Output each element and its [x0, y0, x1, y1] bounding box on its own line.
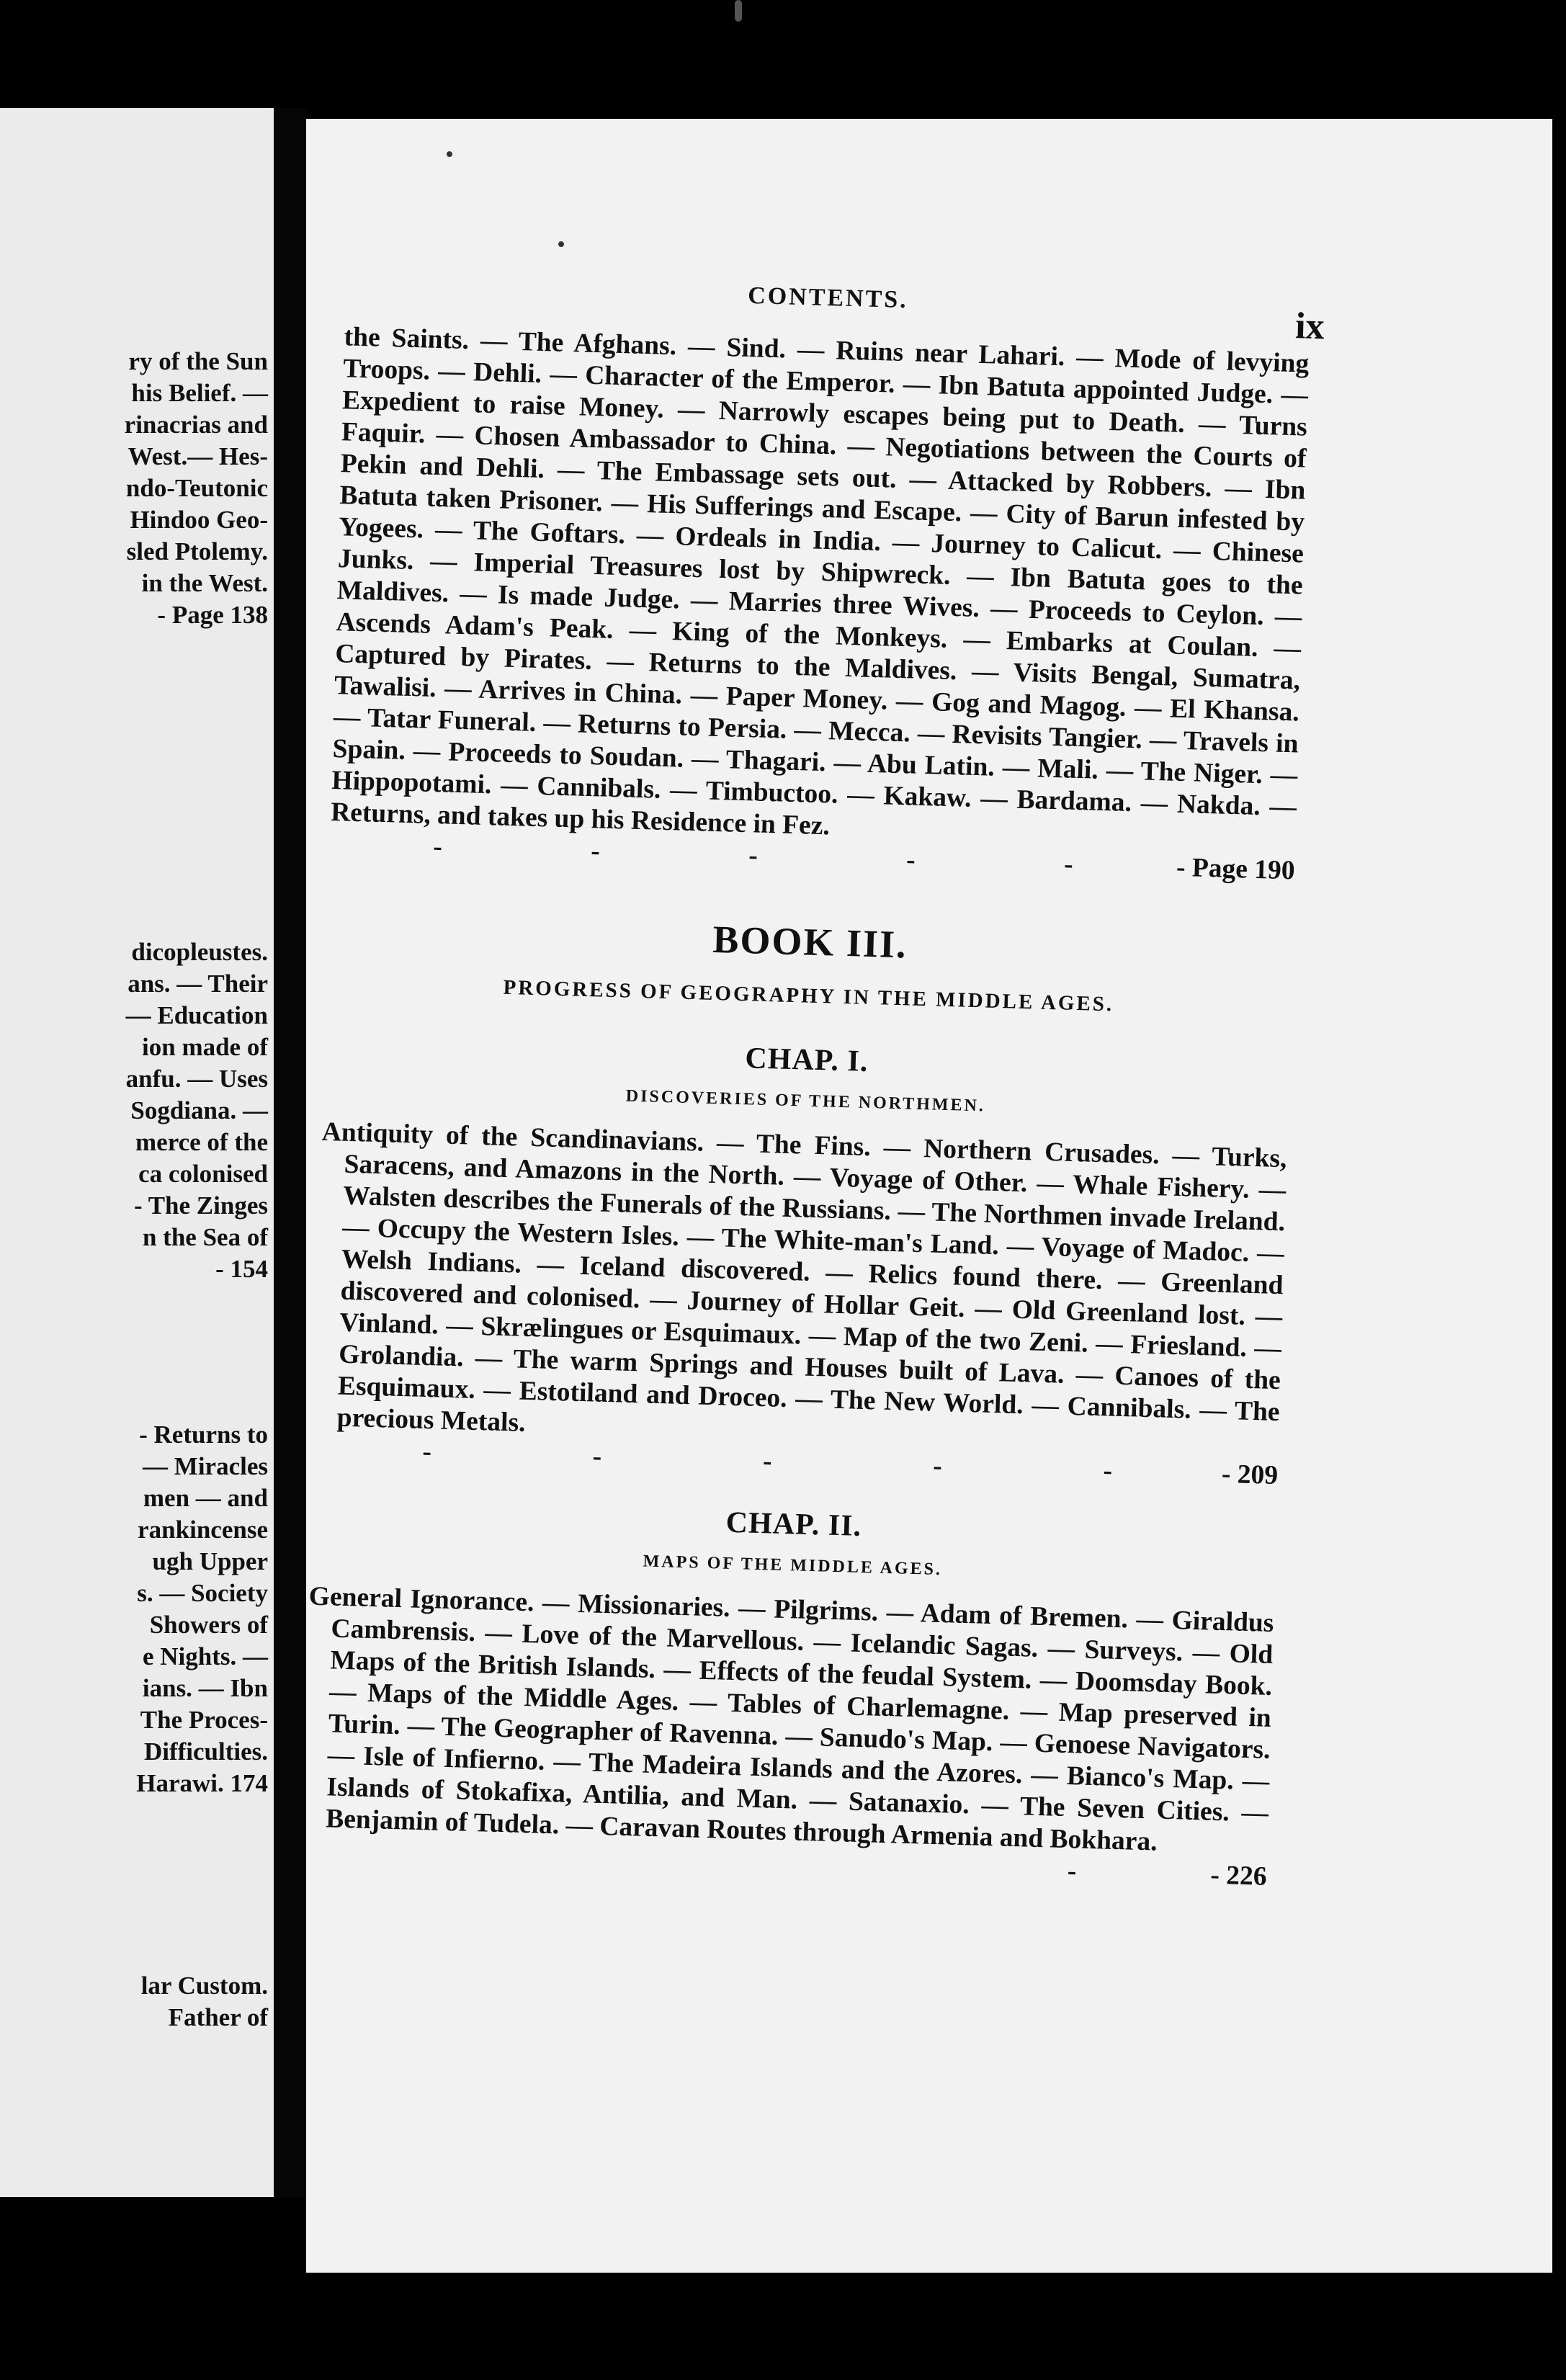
left-line: — Education — [125, 1001, 268, 1029]
left-line: dicopleustes. — [131, 938, 268, 966]
contents-page — [306, 119, 1552, 2273]
left-line: Harawi. 174 — [136, 1769, 268, 1797]
page-reference-text: 226 — [1225, 1861, 1268, 1892]
continued-summary: the Saints. — The Afghans. — Sind. — Ruins near Lahari. — Mode of levying Troops. — Dehli. — Character of the Emperor. — Ibn Batuta appointed Judge. — Expedient to raise Money. — Narrowly escapes being put to Death. — Turns Faquir. — Chosen Ambassador to China. — Negotiations between the Courts of Pekin and Dehli. — The Embassage sets out. — Attacked by Robbers. — Ibn Batuta taken Prisoner. — His Sufferings and Escape. — City of Barun infested by Yogees. — The Goftars. — Ordeals in India. — Journey to Calicut. — Chinese Junks. — Imperial Treasures lost by Shipwreck. — Ibn Batuta goes to the Maldives. — Is made Judge. — Marries three Wives. — Proceeds to Ceylon. — Ascends Adam's Peak. — King of the Monkeys. — Embarks at Coulan. — Captured by Pirates. — Returns to the Maldives. — Visits Bengal, Sumatra, Tawalisi. — Arrives in China. — Paper Money. — Gog and Magog. — El Khansa. — Tatar Funeral. — Returns to Persia. — Mecca. — Revisits Tangier. — Travels in Spain. — Proceeds to Soudan. — Thagari. — Abu Latin. — Mali. — The Niger. — Hippopotami. — Cannibals. — Timbuctoo. — Kakaw. — Bardama. — Nakda. — Returns, and takes up his Residence in Fez. — [330, 322, 1310, 841]
left-line: Difficulties. — [143, 1737, 268, 1766]
page-number: ix — [1294, 305, 1325, 348]
left-line: ry of the Sun — [128, 347, 268, 375]
left-page-block-4 — [0, 1970, 268, 2034]
left-line: West.— Hes- — [127, 442, 268, 470]
left-line: his Belief. — — [131, 379, 268, 407]
page-reference: - 226 — [1209, 1860, 1268, 1892]
chapter-subtitle: DISCOVERIES OF THE NORTHMEN. — [625, 1086, 986, 1116]
page-reference-text: 209 — [1237, 1459, 1279, 1491]
book-subtitle: PROGRESS OF GEOGRAPHY IN THE MIDDLE AGES. — [503, 975, 1114, 1016]
chapter-subtitle: MAPS OF THE MIDDLE AGES. — [643, 1552, 943, 1580]
left-line: — Miracles — [143, 1452, 268, 1480]
left-page-block-3 — [0, 1419, 268, 1799]
left-line: rinacrias and — [124, 411, 268, 439]
page-content — [301, 271, 1325, 1893]
left-line: ans. — Their — [127, 970, 268, 998]
book-title: BOOK III. — [712, 917, 908, 967]
chapter-title: CHAP. I. — [744, 1042, 869, 1078]
running-head: CONTENTS. — [747, 282, 909, 314]
left-line: men — and — [143, 1484, 268, 1512]
leader-dots: - - - - - — [432, 831, 1074, 880]
left-line: - The Zinges — [133, 1191, 268, 1220]
leader-dots: - — [1067, 1856, 1077, 1887]
left-line: n the Sea of — [142, 1223, 268, 1251]
left-line: Hindoo Geo- — [130, 506, 268, 534]
left-line: lar Custom. — [140, 1972, 268, 2000]
scan-speck — [558, 241, 564, 247]
left-line: sled Ptolemy. — [126, 537, 268, 565]
left-line: anfu. — Uses — [125, 1065, 268, 1093]
left-line: s. — Society — [137, 1579, 268, 1607]
left-line: ugh Upper — [152, 1547, 268, 1575]
left-line: - Page 138 — [157, 601, 268, 629]
left-page-block-1 — [0, 346, 268, 631]
left-line: - 154 — [215, 1255, 268, 1283]
chapter-title: CHAP. II. — [725, 1506, 862, 1543]
book-gutter — [274, 108, 306, 2197]
scan-artifact — [735, 0, 742, 22]
left-line: ndo-Teutonic — [125, 474, 268, 502]
left-line: ians. — Ibn — [142, 1674, 268, 1702]
scan-speck — [447, 151, 452, 157]
leader-dots: - - - - - — [421, 1436, 1113, 1486]
left-line: - Returns to — [139, 1421, 268, 1449]
page-reference: - Page 190 — [1176, 852, 1296, 886]
left-line: ca colonised — [138, 1160, 268, 1188]
left-facing-page — [0, 108, 274, 2197]
left-line: Sogdiana. — — [130, 1096, 268, 1124]
left-page-block-2 — [0, 936, 268, 1285]
page-reference: - 209 — [1221, 1459, 1279, 1491]
left-line: Father of — [168, 2003, 268, 2031]
left-line: rankincense — [138, 1516, 268, 1544]
left-line: in the West. — [141, 569, 268, 597]
left-line: The Proces- — [140, 1706, 268, 1734]
left-line: merce of the — [135, 1128, 268, 1156]
page-reference-text: Page 190 — [1191, 853, 1296, 886]
chapter-summary: Antiquity of the Scandinavians. — The Fins. — Northern Crusades. — Turks, Saracens, and Amazons in the North. — Voyage of Other. — Whale Fishery. — Walsten describes the Funerals of the Russians. — The Northmen invade Ireland. — Occupy the Western Isles. — The White-man's Land. — Voyage of Madoc. — Welsh Indians. — Iceland discovered. — Relics found there. — Greenland discovered and colonised. — Journey of Hollar Geit. — Old Greenland lost. — Vinland. — Skrælingues or Esquimaux. — Map of the two Zeni. — Friesland. — Grolandia. — The warm Springs and Houses built of Lava. — Canoes of the Esquimaux. — Estotiland and Droceo. — The New World. — Cannibals. — The precious Metals. — [321, 1117, 1287, 1438]
chapter-summary: General Ignorance. — Missionaries. — Pilgrims. — Adam of Bremen. — Giraldus Cambrensis. — Love of the Marvellous. — Icelandic Sagas. — Surveys. — Old Maps of the British Islands. — Effects of the feudal System. — Doomsday Book. — Maps of the Middle Ages. — Tables of Charlemagne. — Map preserved in Turin. — The Geographer of Ravenna. — Sanudo's Map. — Genoese Navigators. — Isle of Infierno. — The Madeira Islands and the Azores. — Bianco's Map. — Islands of Stokafixa, Antilia, and Man. — Satanaxio. — The Seven Cities. — Benjamin of Tudela. — Caravan Routes through Armenia and Bokhara. — [308, 1581, 1274, 1857]
left-line: Showers of — [149, 1611, 268, 1639]
left-line: ion made of — [142, 1033, 268, 1061]
left-line: e Nights. — — [142, 1642, 268, 1670]
